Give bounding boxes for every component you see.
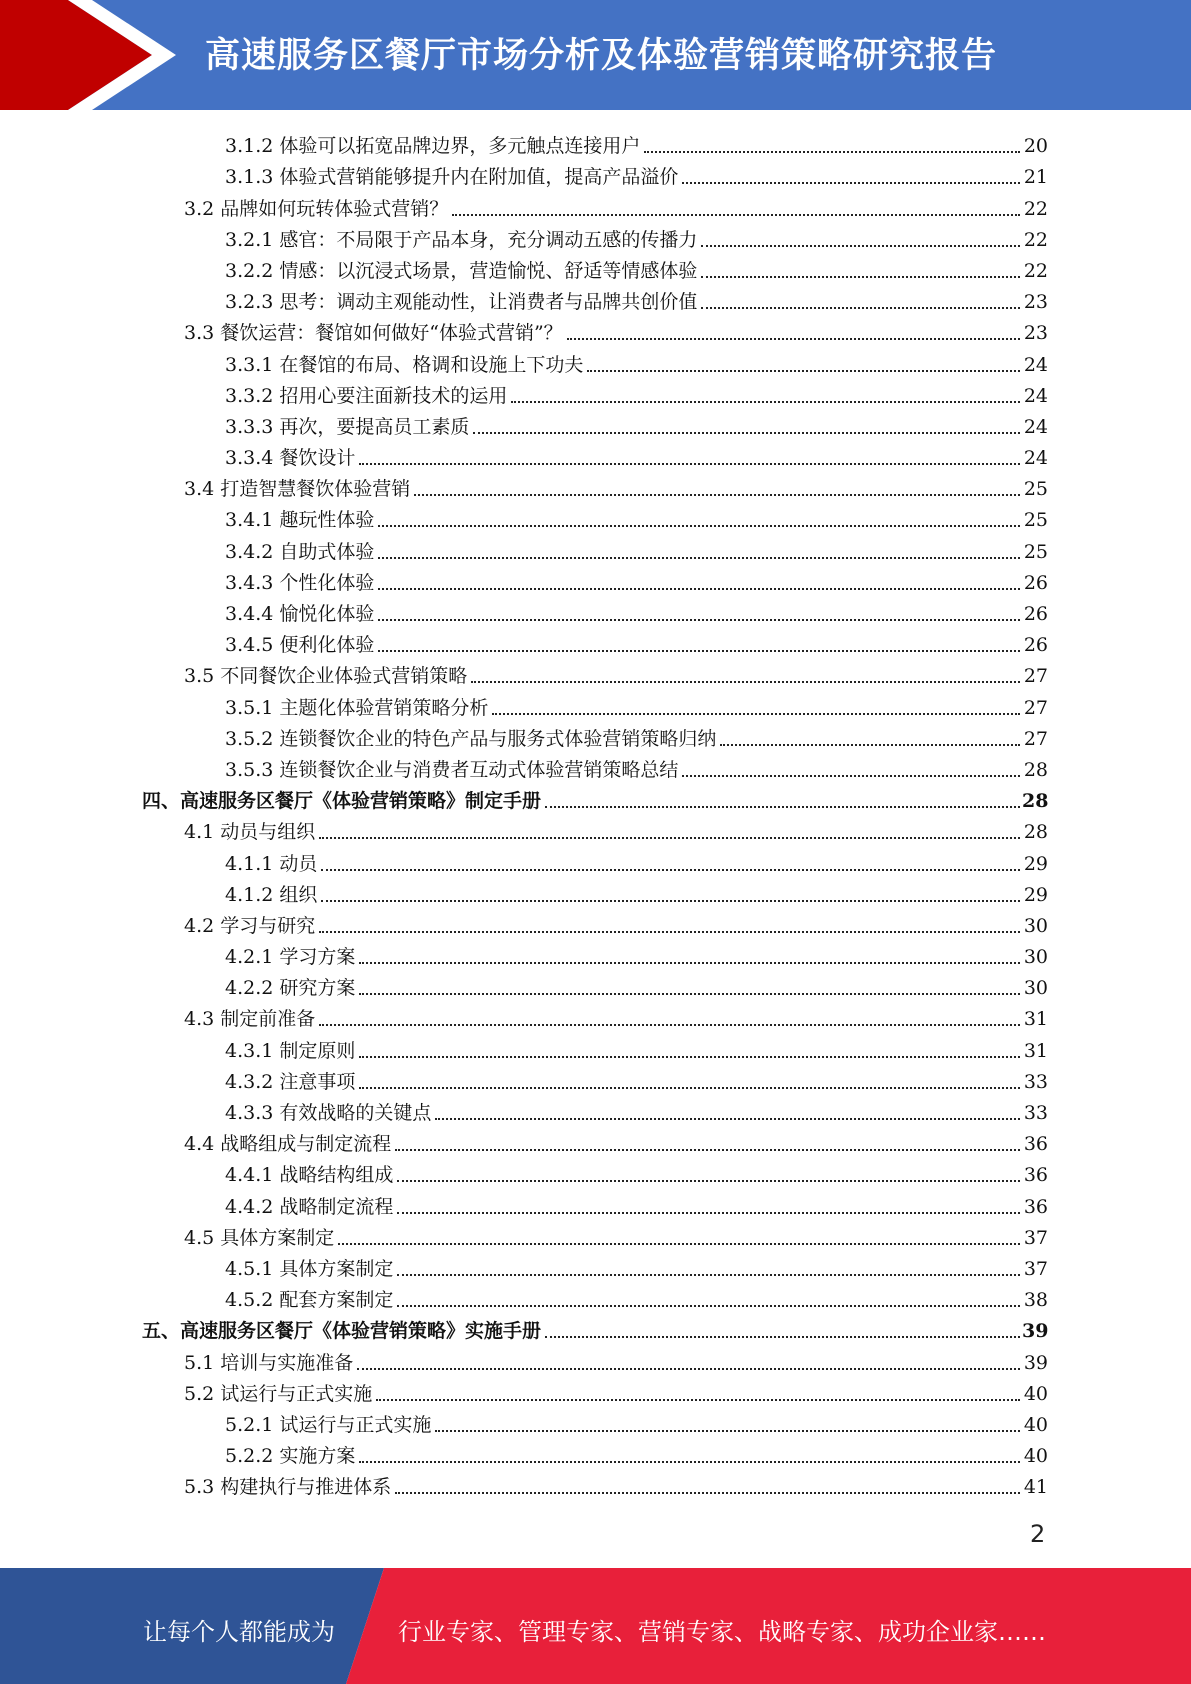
- toc-entry-title: 5.2.1 试运行与正式实施: [225, 1413, 432, 1436]
- footer-slogan: 让每个人都能成为: [143, 1618, 335, 1646]
- toc-dot-leader: [545, 1336, 1020, 1338]
- toc-entry[interactable]: [0, 1063, 1191, 1094]
- toc-entry[interactable]: [0, 626, 1191, 657]
- toc-entry-page: 33: [1023, 1070, 1048, 1093]
- toc-entry[interactable]: [0, 1156, 1191, 1187]
- toc-entry-title: 五、高速服务区餐厅《体验营销策略》实施手册: [142, 1320, 542, 1343]
- toc-entry-title: 3.2.2 情感：以沉浸式场景，营造愉悦、舒适等情感体验: [225, 259, 698, 282]
- toc-entry-page: 24: [1023, 384, 1048, 407]
- toc-dot-leader: [319, 837, 1020, 839]
- toc-entry-title: 3.4 打造智慧餐饮体验营销: [184, 478, 411, 501]
- toc-entry[interactable]: [0, 252, 1191, 283]
- toc-entry-page: 28: [1023, 821, 1048, 844]
- toc-entry-title: 4.1.1 动员: [225, 852, 318, 875]
- toc-entry-title: 4.2.2 研究方案: [225, 977, 356, 1000]
- toc-entry-page: 29: [1023, 852, 1048, 875]
- toc-entry-page: 24: [1023, 447, 1048, 470]
- toc-entry[interactable]: [0, 1375, 1191, 1406]
- toc-dot-leader: [720, 744, 1020, 746]
- toc-entry[interactable]: [0, 595, 1191, 626]
- toc-entry-page: 23: [1023, 322, 1048, 345]
- toc-entry-page: 40: [1023, 1445, 1048, 1468]
- toc-entry-title: 4.3 制定前准备: [184, 1008, 316, 1031]
- toc-dot-leader: [644, 151, 1020, 153]
- page-number: 2: [1030, 1520, 1046, 1548]
- toc-dot-leader: [321, 900, 1020, 902]
- toc-entry-title: 3.3.2 招用心要注面新技术的运用: [225, 384, 508, 407]
- toc-entry-title: 3.5.1 主题化体验营销策略分析: [225, 696, 489, 719]
- toc-entry-page: 36: [1023, 1164, 1048, 1187]
- toc-entry[interactable]: [0, 408, 1191, 439]
- toc-entry[interactable]: [0, 1000, 1191, 1031]
- toc-entry-title: 3.5 不同餐饮企业体验式营销策略: [184, 665, 468, 688]
- toc-entry-page: 23: [1023, 291, 1048, 314]
- toc-dot-leader: [378, 557, 1020, 559]
- page-header: [0, 0, 1191, 110]
- toc-dot-leader: [397, 1274, 1020, 1276]
- toc-entry-page: 20: [1023, 135, 1048, 158]
- toc-dot-leader: [319, 1024, 1020, 1026]
- toc-entry-page: 36: [1023, 1133, 1048, 1156]
- toc-entry-title: 4.3.1 制定原则: [225, 1039, 356, 1062]
- toc-entry[interactable]: [0, 1094, 1191, 1125]
- toc-entry[interactable]: [0, 969, 1191, 1000]
- toc-dot-leader: [397, 1180, 1020, 1182]
- toc-entry[interactable]: [0, 1343, 1191, 1374]
- toc-entry-page: 25: [1023, 540, 1048, 563]
- toc-entry-title: 3.4.5 便利化体验: [225, 634, 375, 657]
- toc-dot-leader: [395, 1492, 1020, 1494]
- table-of-contents: [0, 127, 1191, 1499]
- toc-entry[interactable]: [0, 782, 1191, 813]
- toc-entry-title: 4.2 学习与研究: [184, 914, 316, 937]
- toc-entry[interactable]: [0, 501, 1191, 532]
- toc-entry-page: 40: [1023, 1413, 1048, 1436]
- toc-entry-title: 4.3.3 有效战略的关键点: [225, 1102, 432, 1124]
- toc-entry-title: 4.5 具体方案制定: [184, 1226, 335, 1249]
- toc-entry-title: 5.2 试运行与正式实施: [184, 1382, 373, 1405]
- toc-dot-leader: [397, 1212, 1020, 1214]
- toc-dot-leader: [701, 307, 1020, 309]
- toc-entry[interactable]: [0, 938, 1191, 969]
- toc-dot-leader: [321, 869, 1020, 871]
- toc-dot-leader: [473, 432, 1020, 434]
- toc-entry-page: 30: [1023, 946, 1048, 969]
- toc-dot-leader: [511, 401, 1020, 403]
- toc-entry-page: 24: [1023, 415, 1048, 438]
- toc-entry-title: 4.2.1 学习方案: [225, 946, 356, 969]
- toc-entry-title: 3.5.3 连锁餐饮企业与消费者互动式体验营销策略总结: [225, 758, 679, 781]
- footer-roles: 行业专家、管理专家、营销专家、战略专家、成功企业家……: [398, 1618, 1046, 1646]
- toc-dot-leader: [435, 1118, 1020, 1120]
- toc-entry[interactable]: [0, 1187, 1191, 1218]
- toc-entry-title: 5.1 培训与实施准备: [184, 1351, 354, 1374]
- toc-entry-page: 27: [1023, 727, 1048, 750]
- toc-entry[interactable]: [0, 470, 1191, 501]
- toc-entry-page: 37: [1023, 1226, 1048, 1249]
- toc-dot-leader: [359, 1087, 1020, 1089]
- toc-entry-title: 3.3.1 在餐馆的布局、格调和设施上下功夫: [225, 353, 584, 376]
- toc-dot-leader: [359, 962, 1020, 964]
- toc-dot-leader: [471, 681, 1020, 683]
- toc-dot-leader: [359, 1461, 1020, 1463]
- toc-entry-title: 4.4.2 战略制定流程: [225, 1195, 394, 1218]
- toc-entry[interactable]: [0, 1219, 1191, 1250]
- toc-entry-title: 4.5.1 具体方案制定: [225, 1257, 394, 1280]
- toc-entry[interactable]: [0, 1281, 1191, 1312]
- toc-entry[interactable]: [0, 1312, 1191, 1343]
- toc-entry-title: 4.1 动员与组织: [184, 821, 316, 844]
- toc-dot-leader: [357, 1368, 1020, 1370]
- toc-entry-title: 4.5.2 配套方案制定: [225, 1289, 394, 1312]
- toc-entry-title: 4.3.2 注意事项: [225, 1070, 356, 1093]
- toc-entry-title: 4.4 战略组成与制定流程: [184, 1133, 392, 1156]
- toc-entry-title: 3.4.4 愉悦化体验: [225, 603, 375, 625]
- toc-entry[interactable]: [0, 127, 1191, 158]
- toc-entry-page: 41: [1023, 1476, 1048, 1499]
- toc-entry-title: 3.4.1 趣玩性体验: [225, 509, 375, 532]
- toc-entry-page: 25: [1023, 509, 1048, 532]
- toc-entry-page: 39: [1023, 1351, 1048, 1374]
- toc-dot-leader: [359, 993, 1020, 995]
- toc-entry[interactable]: [0, 688, 1191, 719]
- toc-dot-leader: [682, 182, 1020, 184]
- toc-entry-title: 四、高速服务区餐厅《体验营销策略》制定手册: [142, 790, 542, 813]
- toc-dot-leader: [587, 370, 1020, 372]
- toc-entry[interactable]: [0, 221, 1191, 252]
- toc-dot-leader: [701, 245, 1020, 247]
- toc-entry-page: 22: [1023, 228, 1048, 251]
- toc-entry[interactable]: [0, 1406, 1191, 1437]
- toc-entry-page: 27: [1023, 665, 1048, 688]
- toc-dot-leader: [567, 338, 1020, 340]
- toc-entry[interactable]: [0, 532, 1191, 563]
- toc-entry[interactable]: [0, 158, 1191, 189]
- toc-dot-leader: [359, 463, 1020, 465]
- toc-entry[interactable]: [0, 844, 1191, 875]
- toc-dot-leader: [338, 1243, 1020, 1245]
- toc-entry-page: 21: [1023, 166, 1048, 189]
- toc-entry-title: 5.3 构建执行与推进体系: [184, 1476, 392, 1499]
- toc-dot-leader: [378, 588, 1020, 590]
- toc-entry-title: 3.3.3 再次，要提高员工素质: [225, 415, 470, 438]
- toc-dot-leader: [319, 931, 1020, 933]
- toc-entry-page: 36: [1023, 1195, 1048, 1218]
- toc-entry[interactable]: [0, 283, 1191, 314]
- toc-entry-page: 29: [1023, 883, 1048, 906]
- toc-dot-leader: [378, 619, 1020, 621]
- toc-dot-leader: [435, 1430, 1020, 1432]
- toc-entry-page: 28: [1022, 790, 1049, 813]
- toc-dot-leader: [397, 1305, 1020, 1307]
- toc-dot-leader: [359, 1056, 1020, 1058]
- toc-entry[interactable]: [0, 907, 1191, 938]
- toc-entry-page: 26: [1023, 571, 1048, 594]
- toc-entry-title: 4.1.2 组织: [225, 883, 318, 906]
- toc-entry[interactable]: [0, 1250, 1191, 1281]
- toc-entry-title: 3.1.3 体验式营销能够提升内在附加值，提高产品溢价: [225, 166, 679, 189]
- toc-entry-page: 24: [1023, 353, 1048, 376]
- toc-entry-title: 3.4.2 自助式体验: [225, 540, 375, 563]
- toc-entry-page: 39: [1022, 1320, 1049, 1343]
- toc-entry[interactable]: [0, 720, 1191, 751]
- toc-entry-title: 3.2 品牌如何玩转体验式营销？: [184, 197, 449, 220]
- report-title: 高速服务区餐厅市场分析及体验营销策略研究报告: [205, 36, 998, 76]
- toc-entry[interactable]: [0, 1437, 1191, 1468]
- toc-entry-title: 3.2.1 感官：不局限于产品本身，充分调动五感的传播力: [225, 228, 698, 251]
- toc-dot-leader: [378, 525, 1020, 527]
- toc-entry-title: 4.4.1 战略结构组成: [225, 1164, 394, 1187]
- toc-dot-leader: [492, 713, 1020, 715]
- toc-entry-title: 3.3 餐饮运营：餐馆如何做好“体验式营销”？: [184, 322, 563, 345]
- toc-entry-title: 3.3.4 餐饮设计: [225, 447, 356, 470]
- toc-entry-page: 30: [1023, 914, 1048, 937]
- toc-entry-title: 5.2.2 实施方案: [225, 1445, 356, 1468]
- toc-entry[interactable]: [0, 189, 1191, 220]
- toc-entry[interactable]: [0, 1031, 1191, 1062]
- toc-entry[interactable]: [0, 813, 1191, 844]
- toc-dot-leader: [378, 650, 1020, 652]
- toc-dot-leader: [452, 214, 1020, 216]
- toc-entry-page: 40: [1023, 1382, 1048, 1405]
- toc-entry-page: 26: [1023, 634, 1048, 657]
- toc-entry-page: 22: [1023, 259, 1048, 282]
- toc-entry-page: 26: [1023, 603, 1048, 625]
- toc-entry[interactable]: [0, 377, 1191, 408]
- toc-entry-title: 3.2.3 思考：调动主观能动性，让消费者与品牌共创价值: [225, 291, 698, 314]
- toc-entry-page: 33: [1023, 1102, 1048, 1124]
- toc-entry-page: 31: [1023, 1039, 1048, 1062]
- toc-entry[interactable]: [0, 564, 1191, 595]
- toc-dot-leader: [682, 775, 1020, 777]
- toc-entry-page: 38: [1023, 1289, 1048, 1312]
- toc-entry-page: 30: [1023, 977, 1048, 1000]
- toc-entry[interactable]: [0, 876, 1191, 907]
- page-footer: [0, 1568, 1191, 1684]
- toc-entry[interactable]: [0, 1125, 1191, 1156]
- toc-dot-leader: [376, 1399, 1020, 1401]
- toc-dot-leader: [545, 806, 1020, 808]
- toc-entry[interactable]: [0, 345, 1191, 376]
- toc-entry[interactable]: [0, 657, 1191, 688]
- toc-entry-title: 3.5.2 连锁餐饮企业的特色产品与服务式体验营销策略归纳: [225, 727, 717, 750]
- toc-entry-page: 28: [1023, 758, 1048, 781]
- toc-entry-page: 27: [1023, 696, 1048, 719]
- toc-entry-page: 31: [1023, 1008, 1048, 1031]
- toc-entry[interactable]: [0, 314, 1191, 345]
- toc-entry-page: 22: [1023, 197, 1048, 220]
- toc-entry-page: 25: [1023, 478, 1048, 501]
- toc-entry-page: 37: [1023, 1257, 1048, 1280]
- toc-entry[interactable]: [0, 751, 1191, 782]
- toc-entry-title: 3.4.3 个性化体验: [225, 571, 375, 594]
- toc-dot-leader: [414, 494, 1020, 496]
- toc-dot-leader: [701, 276, 1020, 278]
- toc-entry-title: 3.1.2 体验可以拓宽品牌边界，多元触点连接用户: [225, 135, 641, 158]
- toc-dot-leader: [395, 1149, 1020, 1151]
- toc-entry[interactable]: [0, 439, 1191, 470]
- toc-entry[interactable]: [0, 1468, 1191, 1499]
